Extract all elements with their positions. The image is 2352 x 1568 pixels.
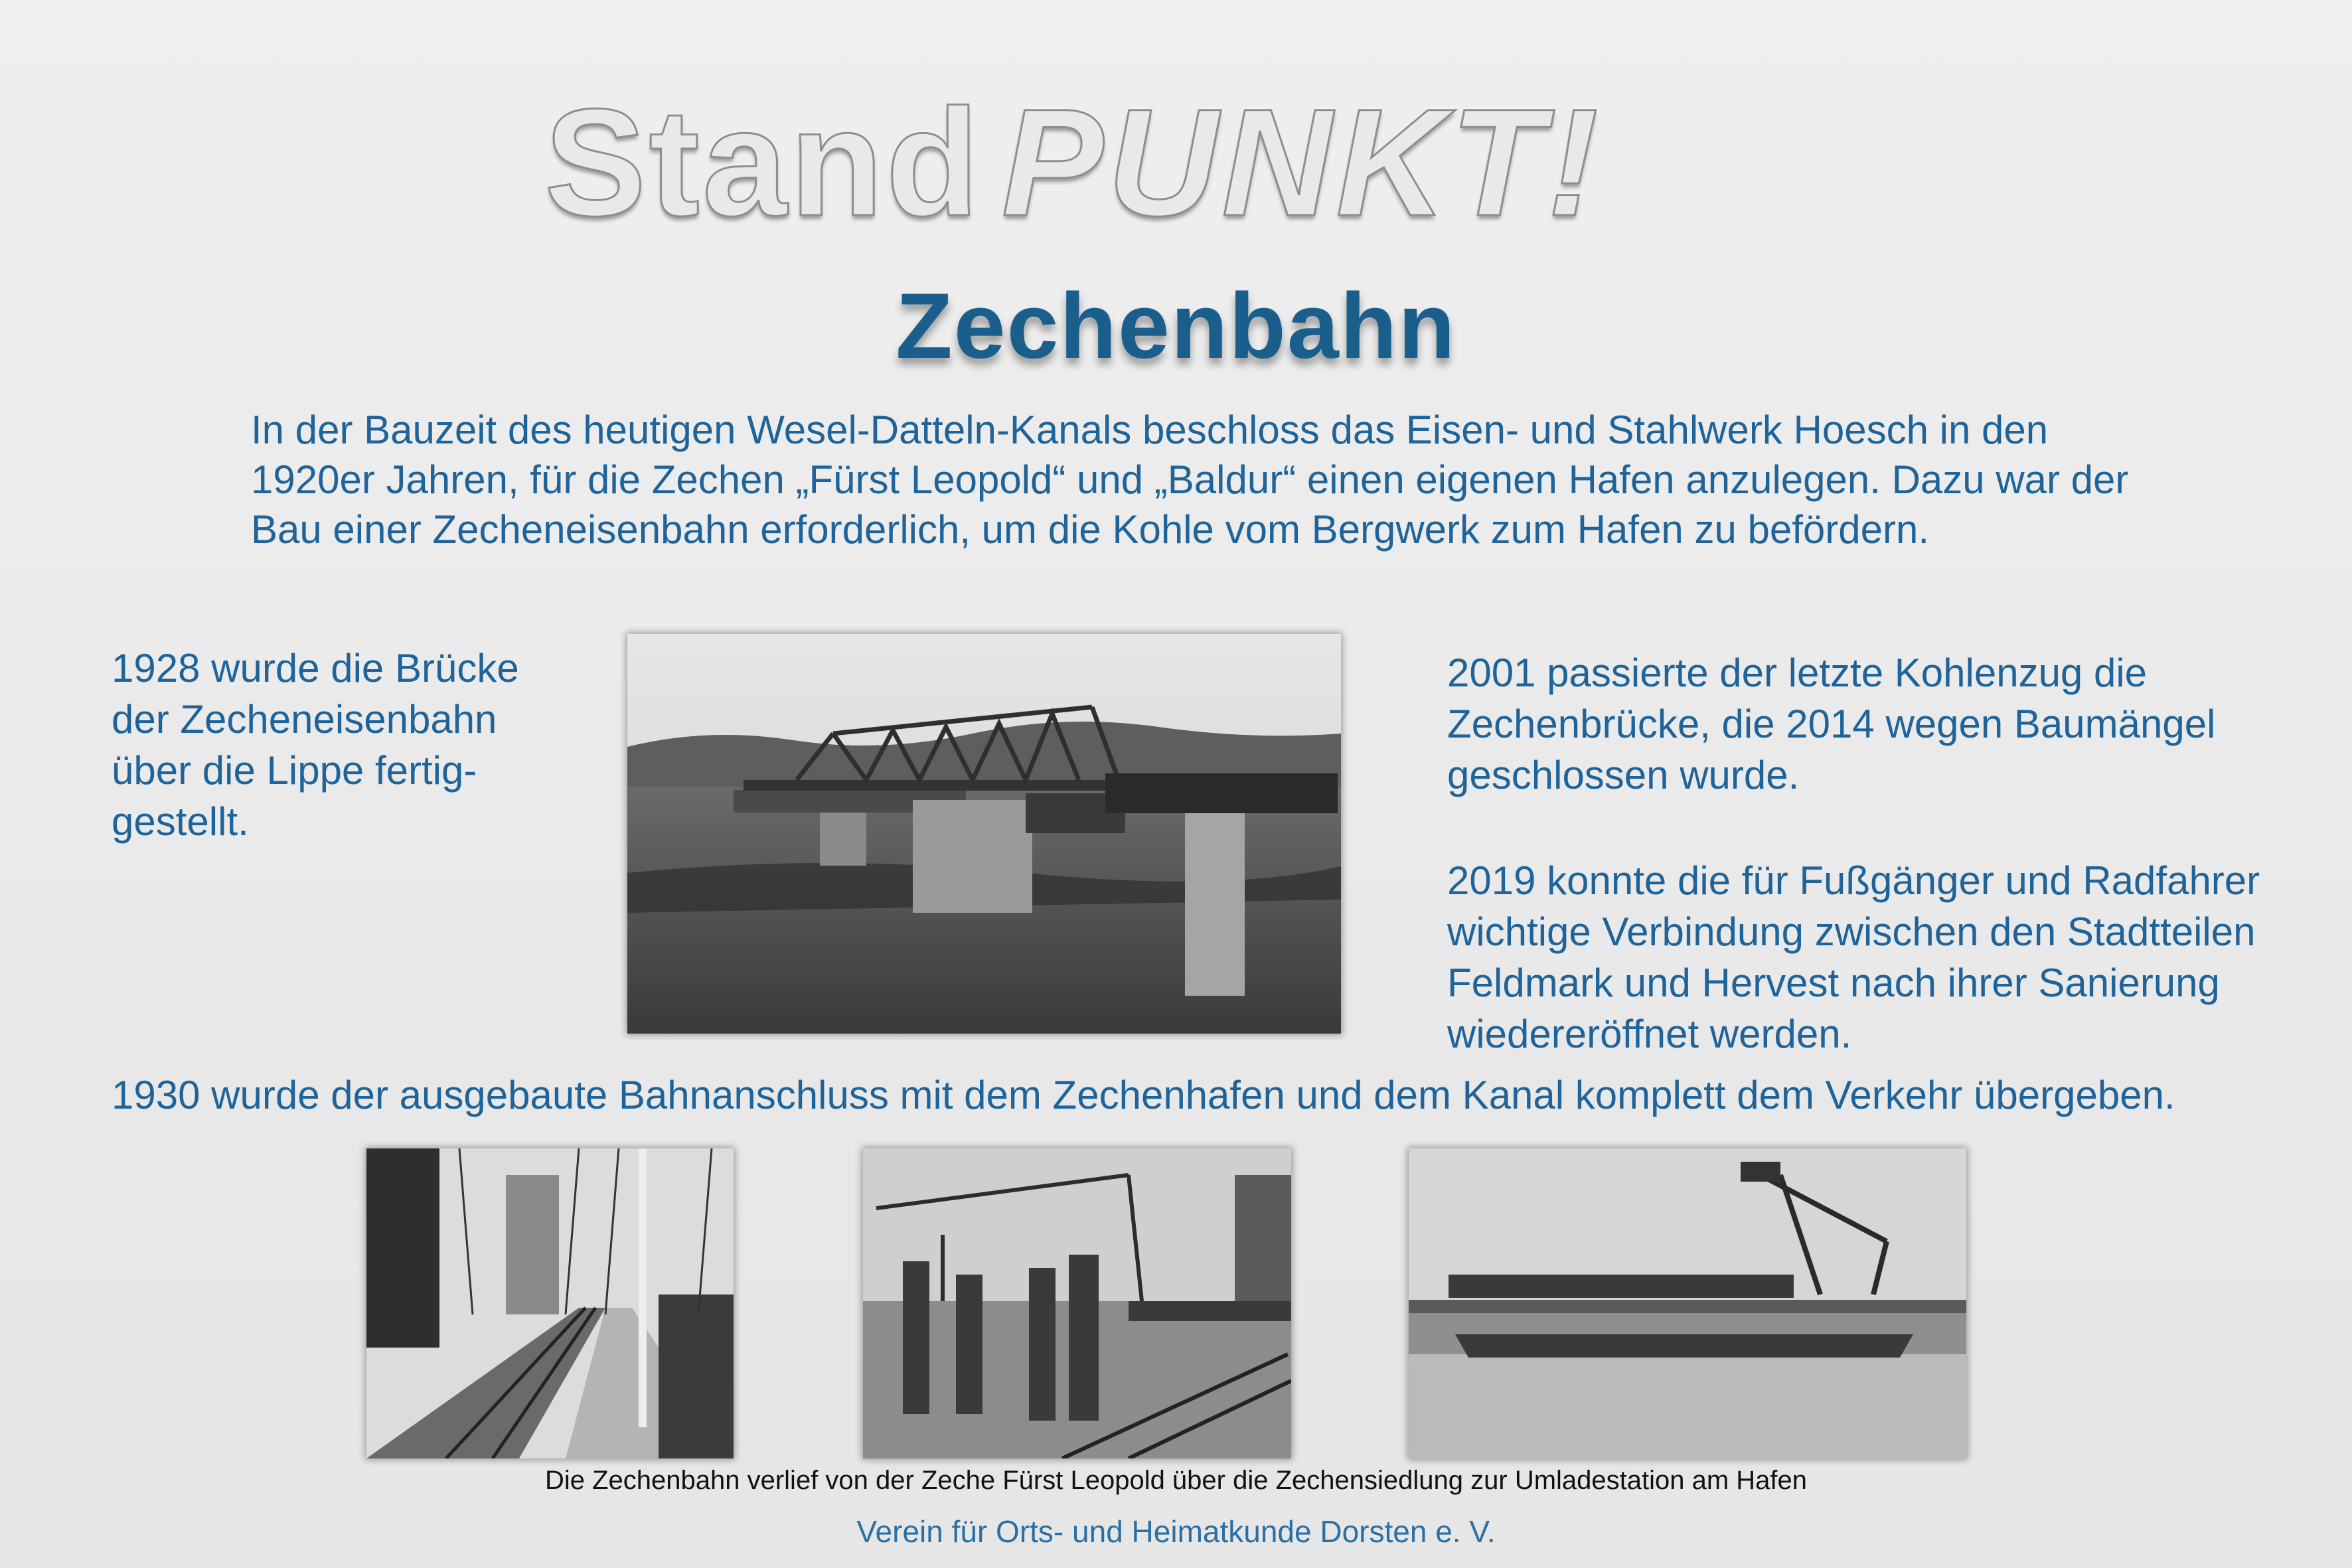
footer-organization: Verein für Orts- und Heimatkunde Dorsten e. V. (856, 1514, 1496, 1549)
railway-track-photo (366, 1148, 734, 1458)
intro-paragraph: In der Bauzeit des heutigen Wesel-Datteln-Kanals beschloss das Eisen- und Stahlwerk Hoesch in den 1920er Jahren, für die Zechen „Fürst Leopold“ und „Baldur“ einen eigenen Hafen anzulegen. Dazu war der Bau einer Zecheneisenbahn erforderlich, um die Kohle vom Bergwerk zum Hafen zu befördern. (251, 408, 2129, 552)
logo-part-punkt: PUNKT! (1001, 77, 1603, 248)
standpunkt-logo (544, 77, 1806, 248)
text-1928: 1928 wurde die Brücke der Zecheneisenbahn über die Lippe fertig-gestellt. (112, 646, 519, 844)
text-2019: 2019 konnte die für Fußgänger und Radfahrer wichtige Verbindung zwischen den Stadtteilen Feldmark und Hervest nach ihrer Sanierung wiedereröffnet werden. (1447, 858, 2260, 1056)
text-2001: 2001 passierte der letzte Kohlenzug die Zechenbrücke, die 2014 wegen Baumängel geschlossen wurde. (1447, 651, 2216, 797)
text-1930: 1930 wurde der ausgebaute Bahnanschluss mit dem Zechenhafen und dem Kanal komplett dem Verkehr übergeben. (112, 1073, 2175, 1117)
page-title: Zechenbahn (896, 274, 1456, 378)
bridge-photo (627, 634, 1341, 1034)
logo-part-stand: Stand (544, 77, 982, 248)
harbour-barge-photo (1409, 1148, 1966, 1458)
workers-crane-photo (863, 1148, 1291, 1458)
photo-caption: Die Zechenbahn verlief von der Zeche Fürst Leopold über die Zechensiedlung zur Umladestation am Hafen (544, 1466, 1808, 1495)
